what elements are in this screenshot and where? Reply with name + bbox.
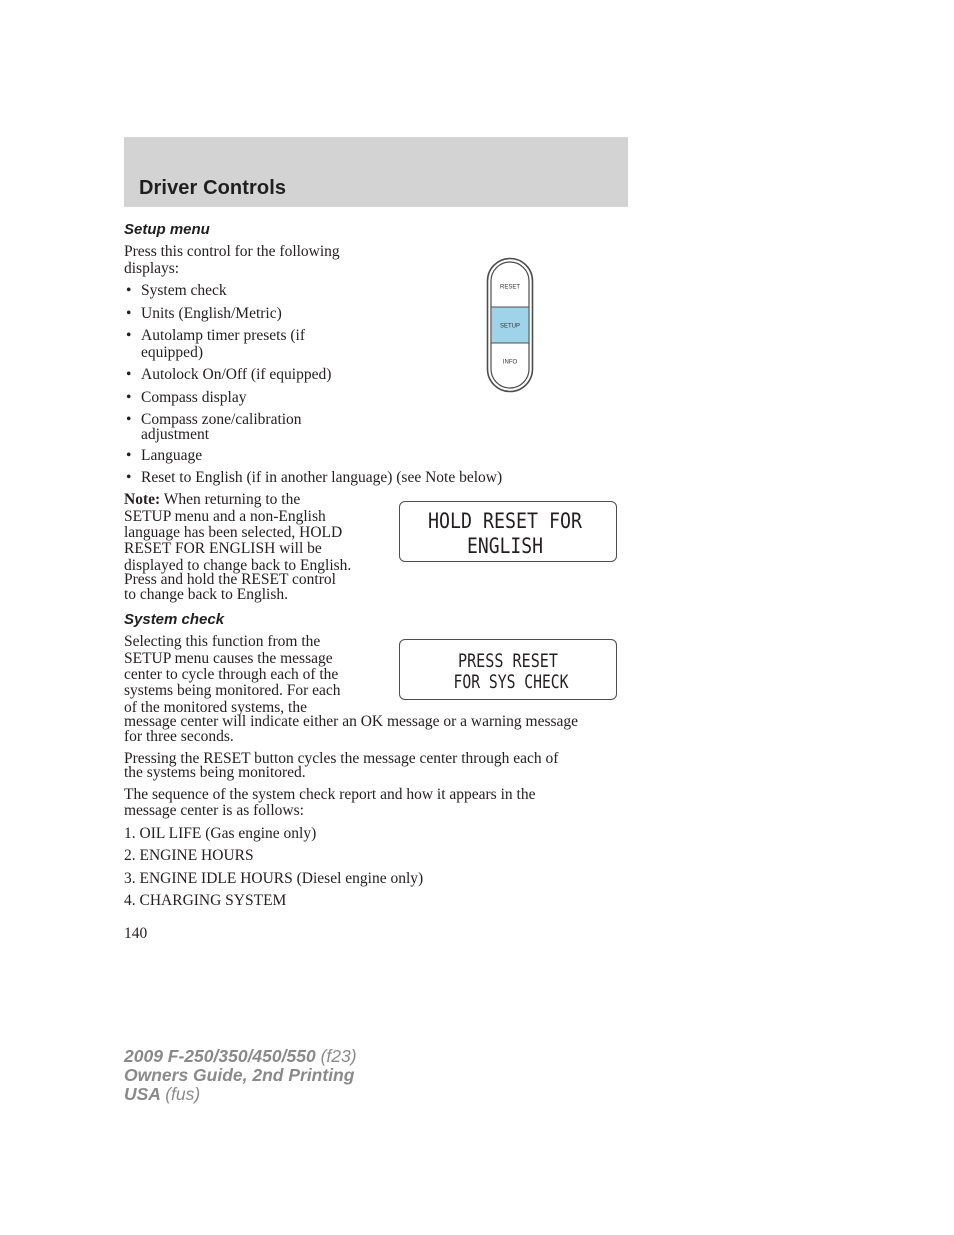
note-line-7: to change back to English. [124, 586, 288, 603]
note-line-4: RESET FOR ENGLISH will be [124, 540, 322, 557]
message-display-hold-reset [399, 501, 617, 562]
setup-intro-line-1: Press this control for the following [124, 243, 340, 260]
reset-cycle-line-2: the systems being monitored. [124, 764, 306, 781]
display-line-2: ENGLISH [467, 534, 543, 558]
system-check-line-2: SETUP menu causes the message [124, 650, 333, 667]
reset-button-label: RESET [499, 284, 521, 291]
note-line-3: language has been selected, HOLD [124, 524, 343, 541]
list-item: 4. CHARGING SYSTEM [124, 892, 287, 909]
footer-line-3: USA (fus) [124, 1084, 201, 1104]
setup-intro-line-2: displays: [124, 260, 180, 277]
system-check-heading: System check [124, 611, 225, 628]
display-line-1: HOLD RESET FOR [428, 509, 583, 533]
system-check-line-5: of the monitored systems, the [124, 699, 307, 716]
note-line-5: displayed to change back to English. [124, 557, 352, 574]
page-number: 140 [124, 925, 148, 942]
message-display-press-reset [399, 639, 617, 700]
setup-menu-heading: Setup menu [124, 221, 210, 238]
system-check-line-1: Selecting this function from the [124, 633, 321, 650]
note-line-1: Note: When returning to the [124, 491, 301, 508]
note-line-2: SETUP menu and a non-English [124, 508, 326, 525]
list-item: 1. OIL LIFE (Gas engine only) [124, 825, 317, 842]
display-line-1: PRESS RESET [458, 650, 558, 672]
sequence-line-2: message center is as follows: [124, 802, 304, 819]
setup-button-label: SETUP [499, 323, 521, 330]
list-item: 2. ENGINE HOURS [124, 847, 254, 864]
note-label: Note: [124, 491, 161, 508]
display-line-2: FOR SYS CHECK [453, 671, 569, 693]
section-title: Driver Controls [139, 177, 287, 199]
note-line-6: Press and hold the RESET control [124, 571, 336, 588]
info-button-label: INFO [502, 359, 518, 366]
sequence-line-1: The sequence of the system check report and how it appears in the [124, 786, 536, 803]
reset-cycle-line-1: Pressing the RESET button cycles the message center through each of [124, 750, 559, 767]
system-check-line-6: message center will indicate either an OK message or a warning message [124, 713, 579, 730]
list-item: 3. ENGINE IDLE HOURS (Diesel engine only) [124, 870, 424, 887]
footer-line-2: Owners Guide, 2nd Printing [124, 1065, 355, 1085]
footer-line-1: 2009 F-250/350/450/550 (f23) [124, 1046, 357, 1066]
system-check-line-3: center to cycle through each of the [124, 666, 339, 683]
system-check-line-4: systems being monitored. For each [124, 682, 341, 699]
control-buttons-illustration [486, 257, 534, 393]
system-check-line-7: for three seconds. [124, 728, 234, 745]
document-footer [124, 1047, 357, 1104]
